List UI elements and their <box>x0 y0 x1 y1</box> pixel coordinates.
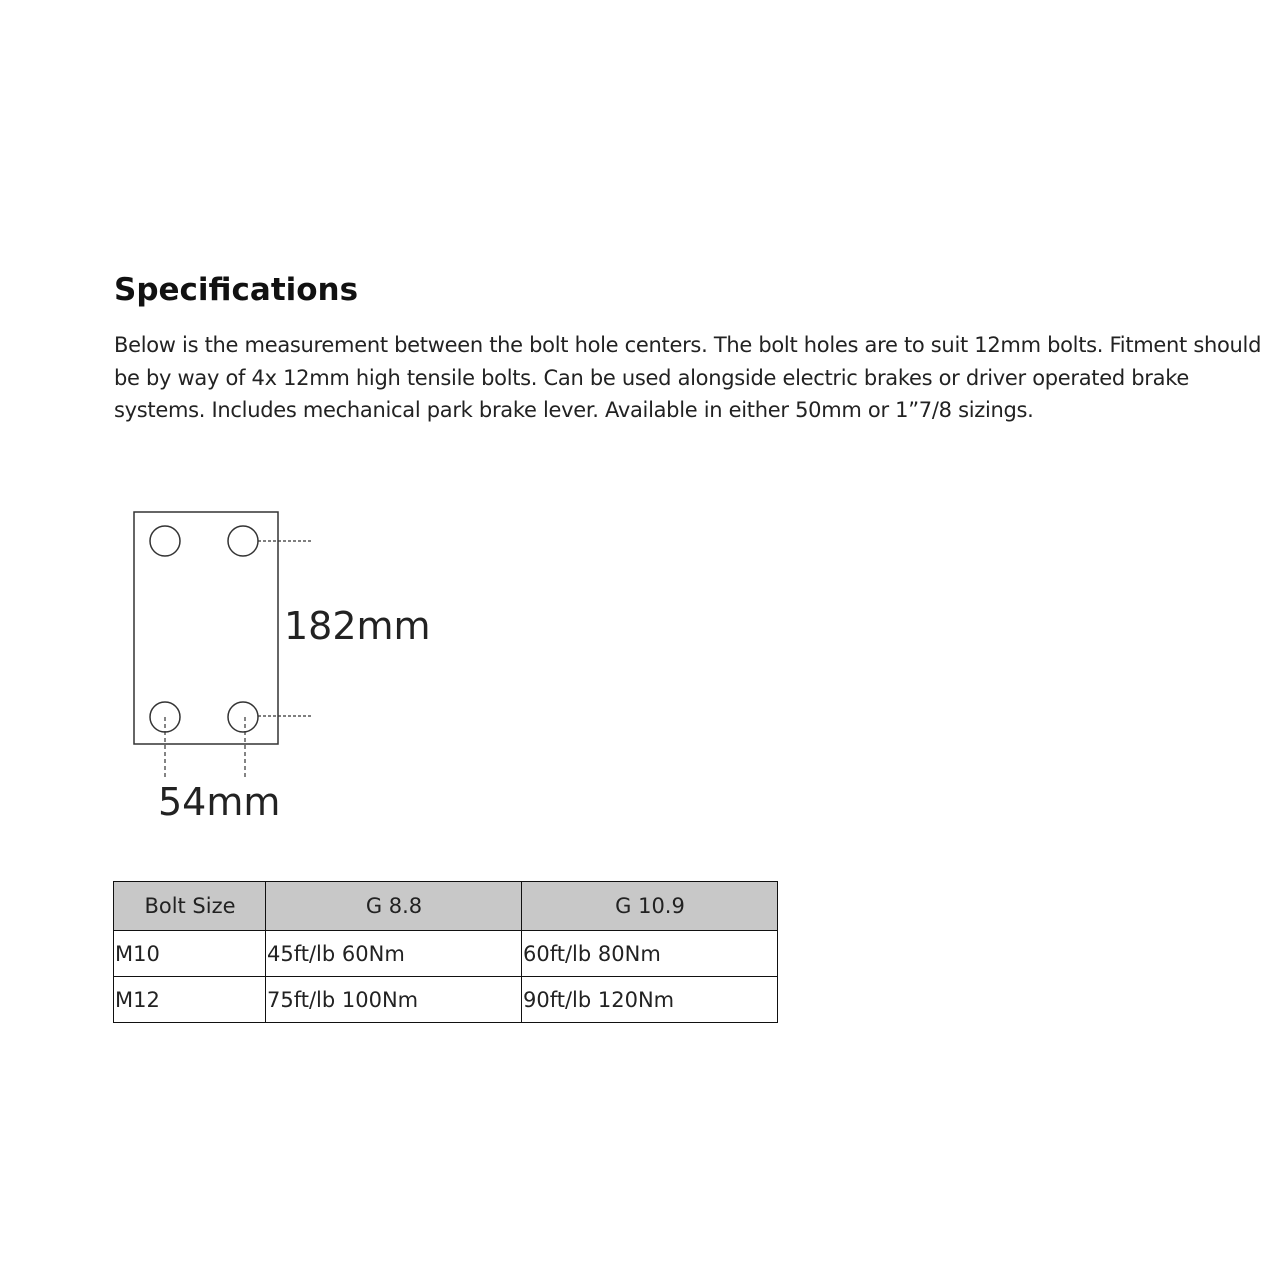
header-grade-10-9: G 10.9 <box>522 882 778 931</box>
cell-bolt-size: M12 <box>114 977 266 1023</box>
cell-grade-10-9: 60ft/lb 80Nm <box>522 931 778 977</box>
cell-bolt-size: M10 <box>114 931 266 977</box>
header-bolt-size: Bolt Size <box>114 882 266 931</box>
bolt-hole-diagram <box>110 500 450 840</box>
torque-table <box>113 881 778 1023</box>
bolt-hole-top-left <box>150 526 180 556</box>
page-title: Specifications <box>114 272 359 308</box>
specification-description: Below is the measurement between the bolt hole centers. The bolt holes are to suit 12mm bolts. Fitment should be by way of 4x 12mm high tensile bolts. Can be used alongside electric brakes or driver operated brake systems. Includes mechanical park brake lever. Available in either 50mm or 1”7/8 sizings. <box>114 333 1262 423</box>
horizontal-dimension-label: 54mm <box>158 780 281 824</box>
bolt-hole-bottom-right <box>228 702 258 732</box>
table-header-row <box>114 882 778 931</box>
cell-grade-8-8: 45ft/lb 60Nm <box>266 931 522 977</box>
cell-grade-8-8: 75ft/lb 100Nm <box>266 977 522 1023</box>
table-row <box>114 977 778 1023</box>
table-row <box>114 931 778 977</box>
vertical-dimension-label: 182mm <box>284 604 431 648</box>
cell-grade-10-9: 90ft/lb 120Nm <box>522 977 778 1023</box>
bolt-hole-top-right <box>228 526 258 556</box>
header-grade-8-8: G 8.8 <box>266 882 522 931</box>
